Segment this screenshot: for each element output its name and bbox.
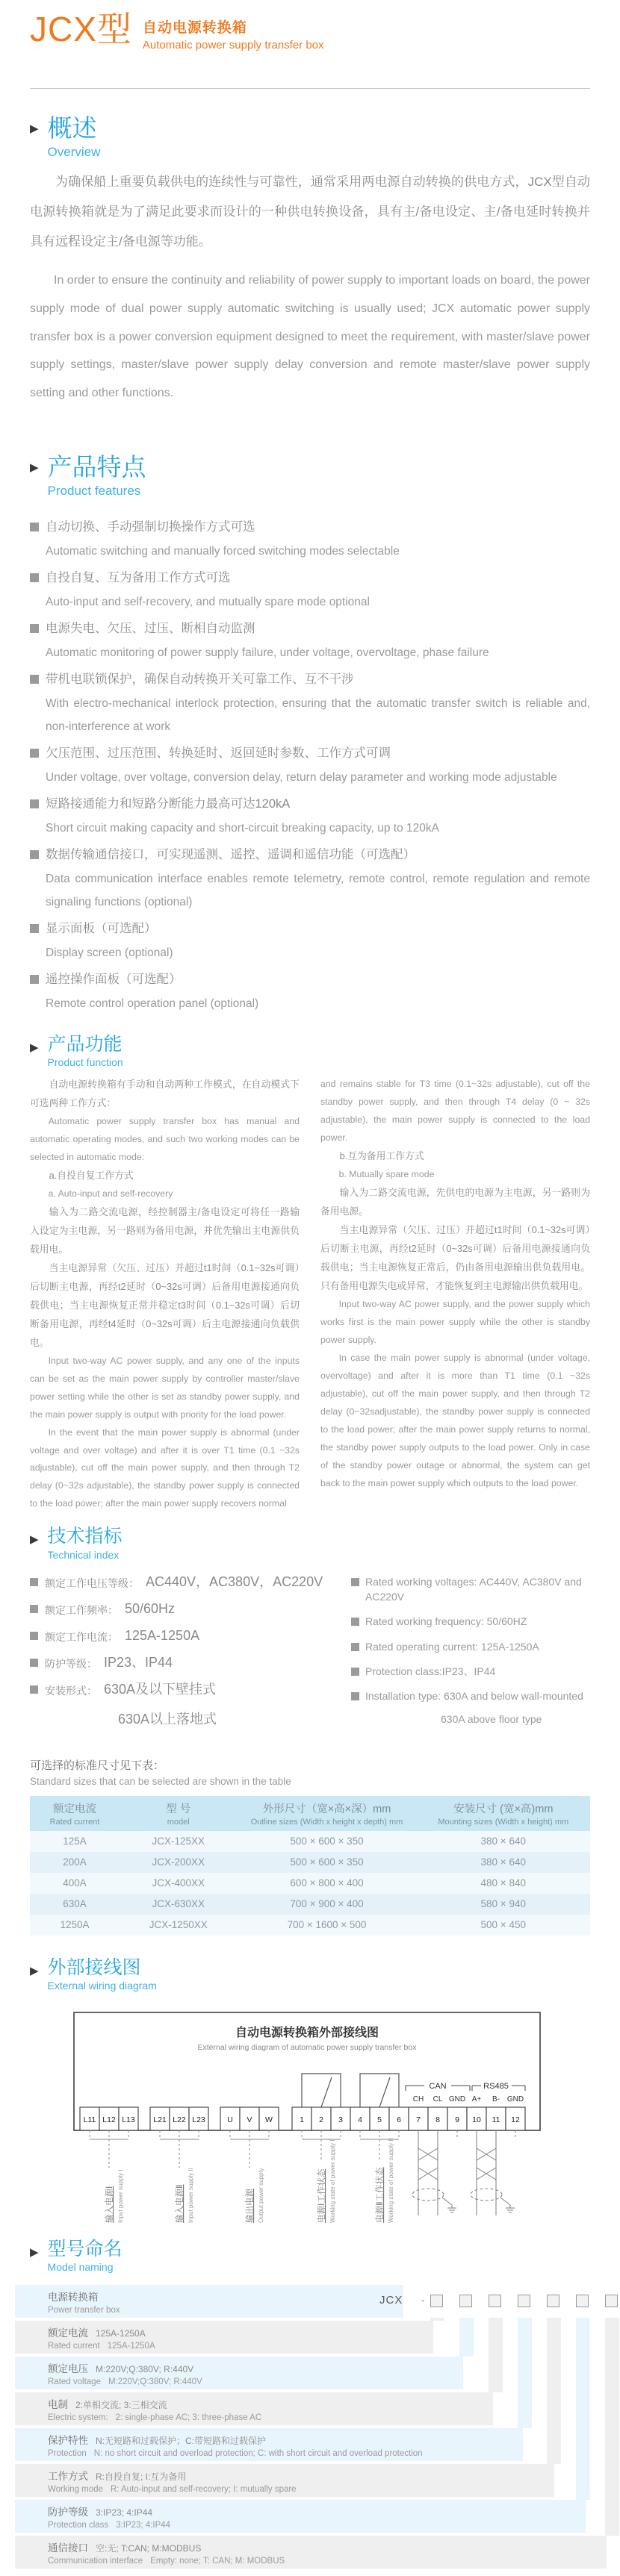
bullet-square-icon bbox=[30, 523, 39, 531]
tech-columns bbox=[30, 1574, 590, 1738]
feature-zh: 自投自复、互为备用工作方式可选 bbox=[46, 571, 231, 585]
model-code-box bbox=[459, 2295, 472, 2307]
table-row bbox=[30, 1831, 590, 1852]
pin-label: GND bbox=[448, 2095, 466, 2103]
row-label-en: Rated current bbox=[48, 2342, 100, 2351]
section-model-naming bbox=[30, 2239, 590, 2576]
row-note-zh: 125A-1250A bbox=[96, 2328, 146, 2339]
bullet-square-icon bbox=[30, 675, 39, 684]
feature-zh: 遥控操作面板（可选配） bbox=[46, 973, 182, 987]
feature-zh: 短路接通能力和短路分断能力最高可达120kA bbox=[46, 797, 291, 811]
can-label: CAN bbox=[429, 2081, 447, 2091]
bullet-square-icon bbox=[30, 975, 39, 984]
tech-item bbox=[30, 1682, 351, 1699]
ladder-row bbox=[15, 2285, 403, 2318]
function-paragraph: b.互为备用工作方式 bbox=[339, 1150, 424, 1162]
tech-extra-zh: 630A以上落地式 bbox=[118, 1711, 217, 1727]
tech-value: 50/60Hz bbox=[125, 1600, 176, 1616]
feature-en: Automatic switching and manually forced switching modes selectable bbox=[46, 545, 400, 558]
feature-item bbox=[30, 917, 590, 964]
tech-item bbox=[30, 1601, 351, 1618]
feature-en: Short circuit making capacity and short-circuit breaking capacity, up to 120kA bbox=[46, 822, 439, 835]
model-code-box bbox=[430, 2295, 443, 2307]
tech-text-en: Installation type: 630A and below wall-mounted bbox=[365, 1690, 583, 1703]
feature-zh: 数据传输通信接口，可实现遥测、遥控、遥调和遥信功能（可选配） bbox=[46, 848, 415, 862]
bullet-square-icon bbox=[30, 624, 39, 633]
cell: 700 × 1600 × 500 bbox=[238, 1915, 417, 1936]
row-note-zh: 3:IP23; 4:IP44 bbox=[96, 2507, 153, 2519]
header-divider bbox=[30, 88, 590, 89]
col-rated-current: 额定电流 Rated current bbox=[30, 1796, 120, 1831]
function-header bbox=[30, 1035, 590, 1068]
feature-zh: 显示面板（可选配） bbox=[46, 922, 157, 936]
overview-paragraph-zh: 为确保船上重要负载供电的连续性与可靠性，通常采用两电源自动转换的供电方式，JCX型自动电源转换箱就是为了满足此要求而设计的一种供电转换设备，具有主/备电设定、主/备电延时转换并具有远程设定主/备电源等功能。 bbox=[30, 174, 590, 249]
cell: 500 × 600 × 350 bbox=[238, 1852, 417, 1873]
wiring-header bbox=[30, 1958, 590, 1992]
row-note-zh: R:自投自复; I:互为备用 bbox=[96, 2471, 187, 2483]
cell: 500 × 450 bbox=[417, 1915, 591, 1936]
bullet-square-icon bbox=[30, 850, 39, 859]
svg-text:Input power supply II: Input power supply II bbox=[187, 2168, 194, 2223]
svg-text:L13: L13 bbox=[122, 2115, 135, 2124]
twisted-pair-can bbox=[412, 2130, 457, 2215]
row-note-en: N: no short circuit and overload protection; C: with short circuit and overload protection bbox=[93, 2449, 423, 2459]
function-paragraph: 输入为二路交流电源，先供电的电源为主电源，另一路则为备用电源。 bbox=[320, 1187, 590, 1217]
function-paragraph: In case the main power supply is abnormal (under voltage, overvoltage) and after it is more than T1 time (0.1 ~32s adjustable), cut off the main power supply, and then through T2 delay (0~32sadjustable), the standby power supply is connected to the load power; after the main power supply returns to normal, the standby power supply outputs to the load power. Only in case of the standby power outage or abnormal, the system can get back to the main power supply which outputs to the load power. bbox=[320, 1352, 590, 1488]
feature-item bbox=[30, 566, 590, 614]
bullet-square-icon bbox=[351, 1643, 359, 1651]
overview-header bbox=[30, 116, 590, 160]
cell: JCX-1250XX bbox=[120, 1915, 238, 1936]
svg-text:输入电源Ⅰ: 输入电源Ⅰ bbox=[105, 2186, 114, 2223]
feature-en: With electro-mechanical interlock protection, ensuring that the automatic transfer switch is reliable and, non-interference at work bbox=[46, 697, 590, 734]
row-note-en: M:220V;Q:380V; R:440V bbox=[108, 2377, 202, 2387]
tech-item-en bbox=[351, 1614, 590, 1629]
section-marker-icon: ▶ bbox=[30, 461, 39, 475]
col-mounting-sizes: 安装尺寸 (宽×高)mm Mounting sizes (Width x height) mm bbox=[417, 1796, 591, 1831]
tech-value: IP23、IP44 bbox=[104, 1654, 173, 1670]
tech-label: 防护等级： bbox=[45, 1657, 97, 1670]
row-note-en: Empty: none; T: CAN; M: MODBUS bbox=[150, 2557, 285, 2566]
function-paragraph: 自动电源转换箱有手动和自动两种工作模式，在自动模式下可选两种工作方式： bbox=[30, 1079, 300, 1109]
product-title-block bbox=[143, 12, 324, 52]
bullet-square-icon bbox=[30, 1659, 38, 1667]
group-label bbox=[374, 2138, 394, 2223]
row-note-en: 3:IP23; 4:IP44 bbox=[116, 2521, 171, 2530]
feature-item bbox=[30, 741, 590, 789]
svg-text:U: U bbox=[227, 2115, 233, 2124]
row-label-zh: 防护等级 bbox=[48, 2507, 88, 2519]
cell: 630A bbox=[30, 1894, 120, 1915]
tech-value: AC440V，AC380V，AC220V bbox=[146, 1574, 323, 1589]
wiring-diagram bbox=[68, 2002, 552, 2227]
table-row bbox=[30, 1873, 590, 1894]
model-code-box bbox=[518, 2295, 530, 2307]
ladder-strip bbox=[459, 2318, 474, 2357]
section-marker-icon: ▶ bbox=[30, 1533, 39, 1547]
section-marker-icon: ▶ bbox=[30, 122, 39, 135]
bullet-square-icon bbox=[30, 924, 39, 933]
function-paragraph: 当主电源异常（欠压、过压）并超过t1时间（0.1~32s可调）后切断主电源，再经t2延时（0~32s可调）后备用电源接通向负载供电；当主电源恢复正常并稳定t3时间（0.1~32s可调）后切断备用电源，再经t4延时（0~32s可调）后主电源接通向负载供电。 bbox=[30, 1262, 300, 1348]
section-marker-icon: ▶ bbox=[30, 1964, 39, 1977]
tech-item-en bbox=[351, 1574, 590, 1605]
section-title-en: Product function bbox=[47, 1056, 123, 1069]
cell: 380 × 640 bbox=[417, 1852, 591, 1873]
function-paragraph: b. Mutually spare mode bbox=[338, 1169, 435, 1180]
group-label bbox=[244, 2168, 264, 2223]
ladder-row bbox=[15, 2536, 607, 2569]
group-label bbox=[174, 2168, 194, 2223]
row-label-en: Communication interface bbox=[48, 2557, 143, 2566]
cell: 500 × 600 × 350 bbox=[238, 1831, 417, 1852]
svg-text:V: V bbox=[247, 2115, 252, 2124]
cell: 125A bbox=[30, 1831, 120, 1852]
bullet-square-icon bbox=[351, 1578, 359, 1586]
function-paragraph: 当主电源异常（欠压、过压）并超过t1时间（0.1~32s可调）后切断主电源，再经t2延时（0~32s可调）后备用电源接通向负载供电；当主电源恢复正常后，仍由备用电源输出供负载用电。只有备用电源失电或异常，才能恢复到主电源输出供负载用电。 bbox=[320, 1224, 590, 1291]
section-marker-icon: ▶ bbox=[30, 2245, 39, 2259]
product-model-title: JCX型 bbox=[30, 10, 132, 49]
svg-text:5: 5 bbox=[377, 2115, 382, 2124]
cell: 1250A bbox=[30, 1915, 120, 1936]
section-title-en: External wiring diagram bbox=[47, 1979, 157, 1992]
function-paragraph: Automatic power supply transfer box has manual and automatic operating modes, and such two working modes can be selected in automatic mode: bbox=[30, 1116, 300, 1163]
diagram-title-zh: 自动电源转换箱外部接线图 bbox=[235, 2026, 379, 2039]
tech-item bbox=[30, 1628, 351, 1645]
row-note-en: 125A-1250A bbox=[107, 2342, 155, 2351]
product-title-en: Automatic power supply transfer box bbox=[142, 39, 324, 52]
svg-text:8: 8 bbox=[435, 2115, 440, 2124]
tech-text-en: Rated operating current: 125A-1250A bbox=[365, 1640, 539, 1653]
pin-label: CH bbox=[412, 2095, 424, 2103]
svg-text:Working state of power supply: Working state of power supply II bbox=[388, 2138, 394, 2223]
section-title-zh: 外部接线图 bbox=[47, 1956, 141, 1978]
row-label-en: Working mode bbox=[48, 2485, 103, 2495]
svg-text:Output power supply: Output power supply bbox=[258, 2168, 264, 2223]
tech-text-en: Rated working frequency: 50/60HZ bbox=[365, 1615, 527, 1628]
svg-text:L21: L21 bbox=[153, 2115, 167, 2124]
ladder-strip bbox=[518, 2318, 532, 2428]
bullet-square-icon bbox=[351, 1668, 359, 1676]
pin-label: GND bbox=[506, 2095, 524, 2103]
feature-en: Under voltage, over voltage, conversion delay, return delay parameter and working mode adjustable bbox=[46, 771, 557, 785]
function-column-right bbox=[320, 1076, 590, 1513]
model-naming-ladder bbox=[15, 2285, 620, 2576]
section-tech-index bbox=[30, 1526, 590, 1935]
sizes-note-en: Standard sizes that can be selected are shown in the table bbox=[30, 1775, 291, 1787]
svg-text:输出电源: 输出电源 bbox=[246, 2188, 255, 2223]
ladder-row bbox=[15, 2500, 586, 2533]
feature-item bbox=[30, 667, 590, 738]
tech-label: 额定工作电流： bbox=[45, 1630, 118, 1643]
function-paragraph: a.自投自复工作方式 bbox=[49, 1170, 134, 1182]
function-paragraph: a. Auto-input and self-recovery bbox=[48, 1188, 173, 1200]
section-title-zh: 型号命名 bbox=[47, 2238, 123, 2260]
feature-item bbox=[30, 843, 590, 914]
row-label-zh: 电源转换箱 bbox=[48, 2292, 99, 2304]
feature-item bbox=[30, 617, 590, 664]
terminal-labels bbox=[84, 2115, 520, 2124]
tech-value: 125A-1250A bbox=[125, 1627, 200, 1643]
bullet-square-icon bbox=[30, 1685, 38, 1694]
section-features bbox=[30, 455, 590, 1015]
group-connector bbox=[90, 2130, 399, 2168]
row-label-zh: 电制 bbox=[48, 2399, 68, 2411]
function-column-left bbox=[30, 1076, 300, 1513]
bullet-square-icon bbox=[351, 1618, 359, 1626]
feature-zh: 带机电联锁保护，确保自动转换开关可靠工作、互不干涉 bbox=[46, 673, 354, 687]
svg-text:Working state of power supply: Working state of power supply I bbox=[329, 2139, 336, 2223]
row-label-en: Protection class bbox=[48, 2521, 109, 2530]
tech-item-en bbox=[351, 1688, 590, 1703]
tech-item bbox=[30, 1655, 351, 1672]
bullet-square-icon bbox=[30, 749, 39, 758]
table-row bbox=[30, 1894, 590, 1915]
row-note-zh: N:无短路和过载保护；C:带短路和过载保护 bbox=[96, 2436, 267, 2447]
svg-text:电源Ⅰ工作状态: 电源Ⅰ工作状态 bbox=[317, 2168, 326, 2223]
group-label bbox=[104, 2169, 124, 2223]
cell: 600 × 800 × 400 bbox=[238, 1873, 417, 1894]
bullet-square-icon bbox=[30, 1578, 38, 1586]
row-note-en: R: Auto-input and self-recovery; I: mutually spare bbox=[110, 2485, 297, 2495]
svg-text:L22: L22 bbox=[173, 2115, 186, 2124]
function-paragraph: 输入为二路交流电源，经控制器主/备电设定可将任一路输入设定为主电源，另一路则为备用电源，并优先输出主电源供负载用电。 bbox=[30, 1206, 300, 1255]
pin-label: B- bbox=[492, 2095, 500, 2103]
model-prefix: JCX bbox=[379, 2294, 403, 2307]
section-title-en: Technical index bbox=[47, 1548, 120, 1561]
bullet-square-icon bbox=[30, 799, 39, 808]
svg-text:7: 7 bbox=[416, 2115, 421, 2124]
pin-label: A+ bbox=[471, 2095, 482, 2103]
row-label-zh: 额定电压 bbox=[48, 2363, 88, 2375]
bullet-square-icon bbox=[30, 1632, 38, 1640]
tech-label: 额定工作电压等级： bbox=[45, 1577, 139, 1589]
tech-label: 额定工作频率： bbox=[45, 1603, 118, 1616]
tech-extra-en: 630A above floor type bbox=[441, 1713, 542, 1726]
ladder-row bbox=[15, 2321, 433, 2354]
model-code-box bbox=[576, 2295, 589, 2307]
row-label-zh: 工作方式 bbox=[48, 2471, 88, 2483]
pin-label: CL bbox=[433, 2095, 443, 2103]
section-title-zh: 产品特点 bbox=[47, 453, 146, 481]
svg-text:12: 12 bbox=[511, 2115, 520, 2124]
feature-en: Auto-input and self-recovery, and mutually spare mode optional bbox=[46, 596, 370, 609]
svg-text:1: 1 bbox=[300, 2115, 304, 2124]
twisted-pair-rs485 bbox=[471, 2130, 515, 2215]
cell: 400A bbox=[30, 1873, 120, 1894]
tech-header bbox=[30, 1526, 590, 1560]
overview-paragraph-en: In order to ensure the continuity and reliability of power supply to important loads on board, the power supply mode of dual power supply automatic switching is usually used; JCX automatic power supply transfer box is a power conversion equipment designed to meet the requirement, with master/slave power supply settings, master/slave power supply delay conversion and remote master/slave power supply setting and other functions. bbox=[30, 274, 590, 399]
feature-zh: 电源失电、欠压、过压、断相自动监测 bbox=[46, 622, 255, 636]
svg-text:L23: L23 bbox=[192, 2115, 205, 2124]
feature-zh: 欠压范围、过压范围、转换延时、返回延时参数、工作方式可调 bbox=[46, 746, 391, 761]
table-row bbox=[30, 1915, 590, 1936]
row-note-en: 2: single-phase AC; 3: three-phase AC bbox=[115, 2413, 262, 2423]
svg-text:2: 2 bbox=[319, 2115, 323, 2124]
function-paragraph: Input two-way AC power supply, and any one of the inputs can be set as the main power supply by controller master/slave power setting while the other is set as standby power supply, and the main power supply is output with priority for the load power. bbox=[30, 1355, 300, 1420]
svg-text:4: 4 bbox=[358, 2115, 362, 2124]
ladder-row bbox=[15, 2428, 523, 2461]
rs485-label: RS485 bbox=[483, 2081, 509, 2091]
ladder-strip bbox=[576, 2318, 590, 2500]
cell: JCX-400XX bbox=[120, 1873, 238, 1894]
table-header-row bbox=[30, 1796, 590, 1831]
tech-value: 630A及以下壁挂式 bbox=[104, 1681, 217, 1697]
feature-zh: 自动切换、手动强制切换操作方式可选 bbox=[46, 520, 255, 534]
row-label-zh: 通信接口 bbox=[48, 2542, 88, 2554]
product-title-zh: 自动电源转换箱 bbox=[142, 20, 247, 36]
model-code-box bbox=[489, 2295, 501, 2307]
page-header bbox=[30, 0, 590, 81]
tech-item bbox=[30, 1574, 351, 1591]
ladder-row bbox=[15, 2392, 493, 2425]
feature-en: Data communication interface enables remote telemetry, remote control, remote regulation and remote signaling functions (optional) bbox=[46, 873, 590, 909]
cell: 700 × 900 × 400 bbox=[238, 1894, 417, 1915]
feature-item bbox=[30, 515, 590, 563]
changeover-switch-icon bbox=[302, 2074, 399, 2107]
function-paragraph: In the event that the main power supply is abnormal (under voltage and over voltage) and after it is over T1 time (0.1 ~32s adjustable), cut off the main power supply, and then through T2 delay (0~32s adjustable), the standby power supply is connected to the load power; after the main power supply recovers normal bbox=[30, 1426, 300, 1509]
tech-item-en bbox=[351, 1664, 590, 1679]
function-paragraph: Input two-way AC power supply, and the power supply which works first is the main power supply while the other is standby power supply. bbox=[320, 1298, 590, 1345]
tech-column-en bbox=[351, 1574, 590, 1738]
section-title-zh: 产品功能 bbox=[47, 1034, 123, 1055]
svg-text:Input power supply I: Input power supply I bbox=[117, 2169, 124, 2223]
tech-label: 安装形式： bbox=[45, 1684, 97, 1697]
cell: 580 × 940 bbox=[417, 1894, 591, 1915]
section-title-zh: 概述 bbox=[47, 114, 97, 142]
feature-en: Remote control operation panel (optional) bbox=[46, 997, 259, 1011]
row-note-zh: 2:单相交流; 3:三相交流 bbox=[75, 2400, 167, 2411]
feature-item bbox=[30, 967, 590, 1015]
row-note-zh: 空:无; T:CAN; M:MODBUS bbox=[96, 2543, 202, 2554]
section-title-en: Product features bbox=[47, 484, 141, 499]
feature-list bbox=[30, 515, 590, 1015]
cell: JCX-125XX bbox=[120, 1831, 238, 1852]
svg-text:输入电源Ⅱ: 输入电源Ⅱ bbox=[176, 2184, 185, 2223]
row-label-zh: 保护特性 bbox=[48, 2435, 88, 2447]
model-code-box bbox=[547, 2295, 559, 2307]
svg-text:10: 10 bbox=[472, 2115, 481, 2124]
features-header bbox=[30, 455, 590, 499]
svg-text:11: 11 bbox=[492, 2115, 500, 2124]
model-dash: - bbox=[421, 2294, 425, 2307]
bullet-square-icon bbox=[30, 1605, 38, 1613]
col-model: 型 号 model bbox=[120, 1796, 238, 1831]
cell: 380 × 640 bbox=[417, 1831, 591, 1852]
tech-text-en: Protection class:IP23、IP44 bbox=[365, 1665, 496, 1677]
row-label-en: Rated voltage bbox=[48, 2377, 101, 2387]
svg-text:3: 3 bbox=[338, 2115, 343, 2124]
ladder-strip bbox=[547, 2318, 561, 2464]
section-title-zh: 技术指标 bbox=[47, 1526, 123, 1547]
ladder-strip bbox=[489, 2318, 503, 2392]
cell: 200A bbox=[30, 1852, 120, 1873]
cell: 480 × 840 bbox=[417, 1873, 591, 1894]
bullet-square-icon bbox=[351, 1692, 359, 1700]
tech-column-zh bbox=[30, 1574, 351, 1738]
diagram-title-en: External wiring diagram of automatic power supply transfer box bbox=[197, 2042, 417, 2052]
row-note-zh: M:220V;Q:380V; R:440V bbox=[96, 2364, 194, 2375]
svg-text:W: W bbox=[265, 2115, 273, 2124]
ladder-row bbox=[15, 2464, 554, 2497]
svg-text:电源Ⅱ工作状态: 电源Ⅱ工作状态 bbox=[376, 2167, 385, 2223]
section-title-en: Overview bbox=[47, 144, 101, 159]
section-title-en: Model naming bbox=[47, 2261, 114, 2274]
tech-item-en bbox=[351, 1639, 590, 1654]
section-wiring bbox=[30, 1958, 590, 2227]
tech-text-en: Rated working voltages: AC440V, AC380V and AC220V bbox=[365, 1575, 582, 1603]
svg-text:9: 9 bbox=[455, 2115, 459, 2124]
row-label-en: Electric system: bbox=[48, 2413, 108, 2423]
function-paragraph: and remains stable for T3 time (0.1~32s adjustable), cut off the standby power supply, and then through T4 delay (0 ~ 32s adjustable), the main power supply is connected to the load power. bbox=[320, 1079, 590, 1144]
section-marker-icon: ▶ bbox=[30, 1041, 39, 1055]
row-label-en: Protection bbox=[48, 2449, 87, 2459]
sizes-note-zh: 可选择的标准尺寸见下表： bbox=[30, 1759, 165, 1772]
model-code-box bbox=[605, 2295, 618, 2307]
group-label bbox=[316, 2139, 336, 2222]
ladder-row bbox=[15, 2357, 463, 2389]
section-function bbox=[30, 1035, 590, 1513]
section-overview bbox=[30, 116, 590, 407]
ladder-strip bbox=[605, 2318, 619, 2536]
row-label-en: Power transfer box bbox=[48, 2306, 120, 2315]
function-columns bbox=[30, 1076, 590, 1513]
feature-en: Automatic monitoring of power supply failure, under voltage, overvoltage, phase failure bbox=[46, 646, 489, 660]
bullet-square-icon bbox=[30, 573, 39, 582]
cell: JCX-200XX bbox=[120, 1852, 238, 1873]
col-outline-sizes: 外形尺寸（宽×高×深）mm Outline sizes (Width x height x depth) mm bbox=[238, 1796, 417, 1831]
standard-sizes-table bbox=[30, 1796, 590, 1936]
table-row bbox=[30, 1852, 590, 1873]
row-label-zh: 额定电流 bbox=[48, 2327, 88, 2339]
svg-text:6: 6 bbox=[397, 2115, 401, 2124]
svg-text:L11: L11 bbox=[83, 2115, 96, 2124]
model-header bbox=[30, 2239, 590, 2273]
svg-text:L12: L12 bbox=[102, 2115, 116, 2124]
feature-item bbox=[30, 792, 590, 840]
cell: JCX-630XX bbox=[120, 1894, 238, 1915]
feature-en: Display screen (optional) bbox=[46, 946, 173, 960]
